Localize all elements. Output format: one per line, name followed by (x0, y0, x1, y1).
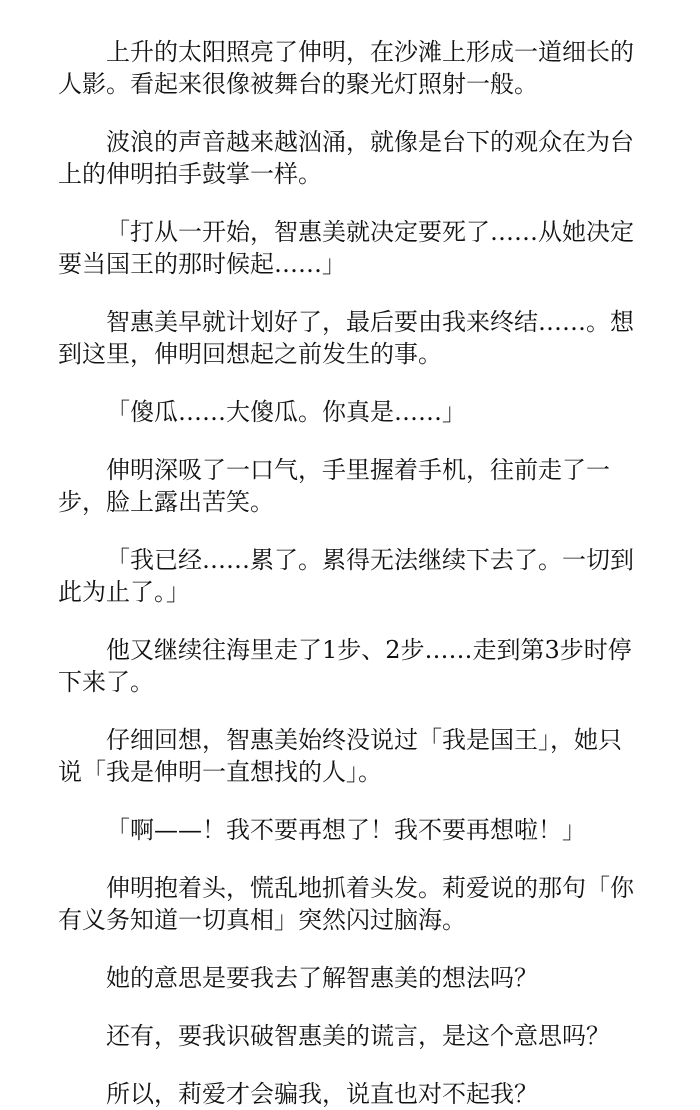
paragraph-2: 波浪的声音越来越汹涌，就像是台下的观众在为台上的伸明拍手鼓掌一样。 (58, 128, 634, 188)
paragraph-8: 她的意思是要我去了解智惠美的想法吗？ (106, 964, 538, 992)
paragraph-5: 他又继续往海里走了1步、2步……走到第3步时停下来了。 (58, 636, 632, 696)
paragraph-4: 伸明深吸了一口气，手里握着手机，往前走了一步，脸上露出苦笑。 (58, 456, 610, 516)
paragraph-9: 还有，要我识破智惠美的谎言，是这个意思吗？ (106, 1022, 610, 1050)
dialogue-2: 「傻瓜……大傻瓜。你真是……」 (106, 398, 466, 426)
paragraph-7: 伸明抱着头，慌乱地抓着头发。莉爱说的那句「你有义务知道一切真相」突然闪过脑海。 (58, 874, 634, 934)
dialogue-1: 「打从一开始，智惠美就决定要死了……从她决定要当国王的那时候起……」 (58, 218, 634, 278)
paragraph-6: 仔细回想，智惠美始终没说过「我是国王」，她只说「我是伸明一直想找的人」。 (58, 726, 622, 786)
paragraph-1: 上升的太阳照亮了伸明，在沙滩上形成一道细长的人影。看起来很像被舞台的聚光灯照射一般。 (58, 38, 634, 98)
paragraph-10: 所以，莉爱才会骗我，说直也对不起我？ (106, 1080, 538, 1108)
paragraph-3: 智惠美早就计划好了，最后要由我来终结……。想到这里，伸明回想起之前发生的事。 (58, 308, 634, 368)
dialogue-4: 「啊——！我不要再想了！我不要再想啦！」 (106, 816, 586, 844)
dialogue-3: 「我已经……累了。累得无法继续下去了。一切到此为止了。」 (58, 546, 634, 606)
